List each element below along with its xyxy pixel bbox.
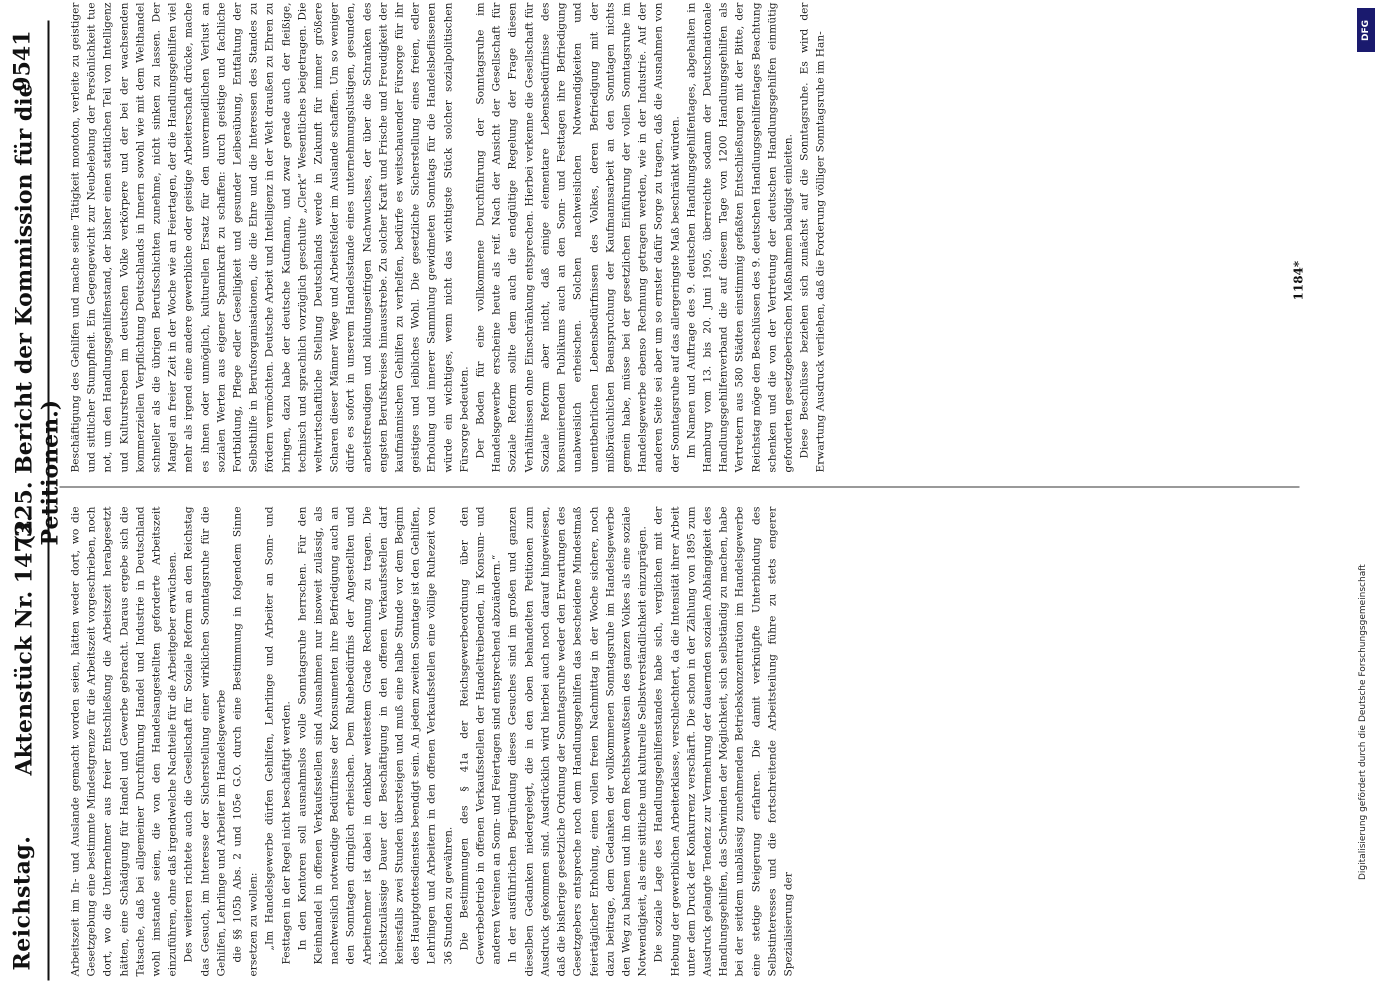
paragraph: Des weiteren richtete auch die Gesellschaft für Soziale Reform an den Reichstag das Gesuch, im Interesse der Sicherstellung einer wirklichen Sonntagsruhe für die Gehilfen, Lehrlinge und Arbeiter im Handelsgewerbe <box>182 506 228 977</box>
paragraph: Diese Beschlüsse beziehen sich zunächst auf die Sonntagsruhe. Es wird der Erwartung Ausdruck verliehen, daß die Forderung völliger Sonntagsruhe im Han- <box>798 2 827 473</box>
paragraph: In der ausführlichen Begründung dieses Gesuches sind im großen und ganzen dieselben Gedanken niedergelegt, die in den oben behandelten Petitionen zum Ausdruck gekommen sind. Ausdrücklich wird hierbei auch noch darauf hingewiesen, daß die bisherige gesetzliche Ordnung der Sonntagsruhe weder den Erwartungen des Gesetzgebers entspreche noch dem Handlungsgehilfen das bescheidene Mindestmaß feiertäglicher Erholung, einen vollen freien Nachmittag in der Woche sichere, noch dazu beitrage, dem Gedanken der vollkommenen Sonntagsruhe im Handelsgewerbe den Weg zu bahnen und ihn dem Rechtsbewußtsein des ganzen Volkes als eine soziale Notwendigkeit, als eine sittliche und kulturelle Selbstverständlichkeit einzuprägen. <box>506 506 649 977</box>
quoted-paragraph: „Im Handelsgewerbe dürfen Gehilfen, Lehrlinge und Arbeiter an Sonn- und Festtagen in der Regel nicht beschäftigt werden. <box>263 506 293 965</box>
paragraph: die §§ 105b Abs. 2 und 105e G.O. durch eine Bestimmung in folgendem Sinne ersetzen zu wollen: <box>231 506 260 977</box>
header-left-title: Reichstag. <box>9 835 36 971</box>
page-number: 9541 <box>9 30 36 92</box>
document-page <box>0 1 1383 1001</box>
digitization-credit: Digitalisierung gefördert durch die Deutsche Forschungsgemeinschaft <box>1358 564 1368 880</box>
right-column <box>68 3 1288 473</box>
header-document-number: Aktenstück Nr. 1473. <box>11 514 38 776</box>
header-report-title: (225. Bericht der Kommission für die Petitionen.) <box>11 83 64 546</box>
paragraph: Beschäftigung des Gehilfen und mache seine Tätigkeit monoton, verleite zu geistiger und sittlicher Stumpfheit. Ein Gegengewicht zur Neubelebung der Persönlichkeit tue not, um den Handlungsgehilfenstand, der bisher einen stattlichen Teil von Intelligenz und Kulturstreben im deutschen Volke verkörpere und der bei der wachsenden kommerziellen Verpflichtung Deutschlands in Innern sowohl wie mit dem Welthandel schneller als die übrigen Berufsschichten zunehme, nicht sinken zu lassen. Der Mangel an freier Zeit in der Woche wie an Feiertagen, der die Handlungsgehilfen viel mehr als irgend eine andere gewerbliche oder geistige Arbeiterschaft drücke, mache es ihnen oder unmöglich, kulturellen Ersatz für den unvermeidlichen Verlust an sozialen Werten aus eigener Spannkraft zu schaffen: durch geistige und fachliche Fortbildung, Pflege edler Geselligkeit und gesunder Leibesübung, Entfaltung der Selbsthilfe in Berufsorganisationen, die die Ehre und die Interessen des Standes zu fördern vermöchten. Deutsche Arbeit und Intelligenz in der Welt draußen zu Ehren zu bringen, dazu habe der deutsche Kaufmann, und zwar gerade auch der fleißige, technisch und sprachlich vorzüglich geschulte „Clerk“ Wesentliches beigetragen. Die weltwirtschaftliche Stellung Deutschlands werde in Zukunft für immer größere Scharen dieser Männer Wege und Arbeitsfelder im Auslande schaffen. Um so weniger dürfe es sofort in unserem Handelsstande eines unternehmungslustigen, gesunden, arbeitsfreudigen und bildungseifrigen Nachwuchses, der über die Schranken des engsten Berufskreises hinausstrebe. Zu solcher Kraft und Frische und Freudigkeit der kaufmännischen Gehilfen zu verhelfen, bedürfe es weitschauender Fürsorge für ihr geistiges und leibliches Wohl. Die gesetzliche Sicherstellung eines freien, edler Erholung und innerer Sammlung gewidmeten Sonntags für die Handelsbeflissenen würde ein wichtiges, wenn nicht das wichtigste Stück solcher sozialpolitischen Fürsorge bedeuten. <box>69 2 471 473</box>
paragraph: Der Boden für eine vollkommene Durchführung der Sonntagsruhe im Handelsgewerbe erscheine heute als reif. Nach der Ansicht der Gesellschaft für Soziale Reform sollte dem auch die endgültige Regelung der Frage diesen Verhältnissen ohne Einschränkung entsprechen. Hierbei verkenne die Gesellschaft für Soziale Reform aber nicht, daß einige elementare Lebensbedürfnisse des konsumierenden Publikums auch an den Sonn- und Festtagen ihre Befriedigung unabweislich erheischen. Solchen nachweislichen Notwendigkeiten und unentbehrlichen Lebensbedürfnissen des Volkes, deren Befriedigung mit der mißbräuchlichen Beanspruchung der Kaufmannsarbeit an den Sonntagen nichts gemein habe, müsse bei der gesetzlichen Einführung der vollen Sonntagsruhe im Handelsgewerbe ebenso Rechnung getragen werden, wie in der Industrie. Auf der anderen Seite sei aber um so ernster dafür Sorge zu tragen, daß die Ausnahmen von der Sonntagsruhe auf das allergeringste Maß beschränkt würden. <box>474 2 682 473</box>
column-divider <box>60 487 1300 488</box>
quoted-paragraph: Die Bestimmungen des § 41a der Reichsgewerbeordnung über den Gewerbebetrieb in offenen Verkaufsstellen der Handeltreibenden, in Konsum- und anderen Vereinen an Sonn- und Feiertagen sind entsprechend abzuändern.“ <box>458 506 503 965</box>
paragraph: Die soziale Lage des Handlungsgehilfenstandes habe sich, verglichen mit der Hebung der gewerblichen Arbeiterklasse, verschlechtert, da die Intensität ihrer Arbeit unter dem Druck der Konkurrenz verschärft. Die schon in der Zählung von 1895 zum Ausdruck gelangte Tendenz zur Vermehrung der dauernden sozialen Abhängigkeit des Handlungsgehilfen, das Schwinden der Möglichkeit, sich selbständig zu machen, habe bei der seitdem unablässig zunehmenden Betriebskonzentration im Handelsgewerbe eine stetige Steigerung erfahren. Die damit verknüpfte Unterbindung des Selbstinteresses und die fortschreitende Arbeitsteilung führe zu stets engerer Spezialisierung der <box>652 506 795 977</box>
paragraph: Im Namen und Auftrage des 9. deutschen Handlungsgehilfentages, abgehalten in Hamburg vom 13. bis 20. Juni 1905, überreichte sodann der Deutschnationale Handlungsgehilfenverband die auf diesem Tage von 1200 Handlungsgehilfen als Vertretern aus 580 Städten einstimmig gefaßten Entschließungen mit der Bitte, der Reichstag möge den Beschlüssen des 9. deutschen Handlungsgehilfentages Beachtung schenken und die von der Vertretung der deutschen Handlungsgehilfen einmütig geforderten gesetzgeberischen Maßnahmen baldigst einleiten. <box>685 2 795 473</box>
page-header <box>0 1 64 1001</box>
dfg-logo: DFG <box>1357 8 1375 52</box>
header-rule <box>48 21 50 981</box>
quoted-paragraph: In den Kontoren soll ausnahmslos volle Sonntagsruhe herrschen. Für den Kleinhandel in offenen Verkaufsstellen sind Ausnahmen nur insoweit zulässig, als nachweislich notwendige Bedürfnisse der Konsumenten ihre Befriedigung auch an den Sonntagen dringlich erheischen. Dem Ruhebedürfnis der Angestellten und Arbeitnehmer ist dabei in denkbar weitestem Grade Rechnung zu tragen. Die höchstzulässige Dauer der Beschäftigung in den offenen Verkaufsstellen darf keinesfalls zwei Stunden übersteigen und muß eine halbe Stunde vor dem Beginn des Hauptgottesdienstes beendigt sein. An jedem zweiten Sonntage ist den Gehilfen, Lehrlingen und Arbeitern in den offenen Verkaufsstellen eine völlige Ruhezeit von 36 Stunden zu gewähren. <box>296 506 455 965</box>
signature-mark: 1184* <box>1291 260 1306 301</box>
paragraph: Arbeitszeit im In- und Auslande gemacht worden seien, hätten weder dort, wo die Gesetzgebung eine bestimmte Mindestgrenze für die Arbeitszeit vorgeschrieben, noch dort, wo die Unternehmer aus freier Entschließung die Arbeitszeit herabgesetzt hätten, eine Schädigung für Handel und Gewerbe gebracht. Daraus ergebe sich die Tatsache, daß bei allgemeiner Durchführung Handel und Industrie in Deutschland wohl imstande seien, die von den Handelsangestellten geforderte Arbeitszeit einzuführen, ohne daß irgendwelche Nachteile für die Arbeitgeber erwüchsen. <box>69 506 179 977</box>
left-column <box>68 507 1288 977</box>
